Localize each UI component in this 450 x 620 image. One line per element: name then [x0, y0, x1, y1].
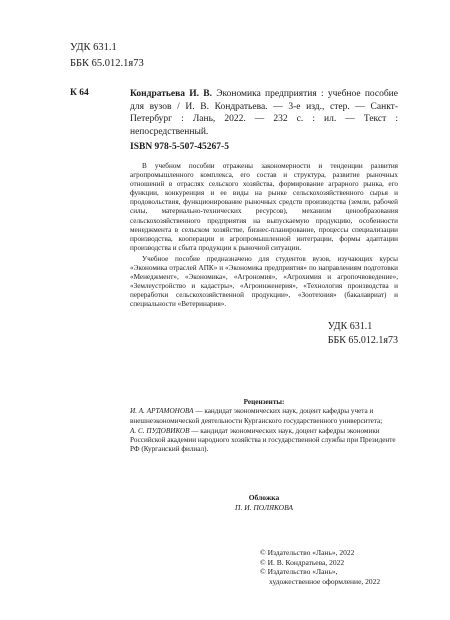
- reviewers-heading: Рецензенты:: [243, 398, 285, 406]
- copyright-line: © Издательство «Лань»,: [260, 567, 338, 576]
- udk-bbk-block: [70, 40, 144, 72]
- isbn: ISBN 978-5-507-45267-5: [130, 142, 229, 152]
- copyright-line: © И. В. Кондратьева, 2022: [260, 557, 345, 567]
- cover-label: Обложка: [248, 493, 280, 502]
- abstract: [130, 162, 398, 312]
- abstract-paragraph: Учебное пособие предназначено для студентов вузов, изучающих курсы «Экономика отраслей АПК» и «Экономика предприятия» по направлениям подготовки «Менеджмент», «Экономика», «Агрономия», «Агрохимия и агропочвоведение», «Землеустройство и кадастры», «Агроинженерия», «Технология производства и переработки сельскохозяйственной продукции», «Зоотехния» (бакалавриат) и специальности «Ветеринария».: [130, 254, 398, 309]
- udk-bbk-right-block: [328, 320, 398, 348]
- copyright-block: [260, 548, 410, 586]
- author-name: Кондратьева И. В.: [130, 89, 212, 99]
- reviewer-name: И. А. АРТАМОНОВА: [130, 407, 194, 416]
- reviewer-entry: [130, 407, 398, 426]
- bibliographic-text: Экономика предприятия : учебное пособие для вузов / И. В. Кондратьева. — 3-е изд., стер. — Санкт-Петербург : Лань, 2022. — 232 с. : ил. — Текст : непосредственный.: [130, 89, 398, 137]
- reviewers-block: [130, 398, 398, 456]
- reviewer-entry: [130, 427, 398, 455]
- bbk-code: ББК 65.012.1я73: [70, 58, 144, 69]
- reviewer-name: А. С. ПУДОВИКОВ: [130, 426, 190, 435]
- udk-code-right: УДК 631.1: [327, 321, 373, 332]
- copyright-line: художественное оформление, 2022: [269, 576, 381, 586]
- cover-credit: [130, 493, 398, 513]
- cover-designer: П. И. ПОЛЯКОВА: [235, 503, 293, 512]
- copyright-line: © Издательство «Лань», 2022: [260, 548, 355, 557]
- reviewer-description: — кандидат экономических наук, доцент кафедры учета и внешнеэкономической деятельности Курганского государственного университета;: [130, 407, 383, 425]
- bbk-code-right: ББК 65.012.1я73: [327, 335, 398, 346]
- bibliographic-record: [130, 88, 398, 138]
- abstract-paragraph: В учебном пособии отражены закономерности и тенденции развития агропромышленного комплекса, его состав и структура, развитие рыночных отношений в отраслях сельского хозяйства, формирование аграрного рынка, его функции, конкуренция и ее виды на рынке сельскохозяйственного сырья и продовольствия, функционирование рыночных средств производства (земли, рабочей силы, материально-технических ресурсов), механизм ценообразования сельскохозяйственного предприятия на выпускаемую продукцию, особенности менеджмента в сельском хозяйстве, бизнес-планирование, процессы специализации производства, кооперации и агропромышленной интеграции, формы адаптации производства и сбыта продукции к рыночной ситуации.: [130, 162, 398, 252]
- author-mark: К 64: [70, 88, 89, 98]
- udk-code: УДК 631.1: [70, 42, 117, 53]
- reviewer-description: — кандидат экономических наук, доцент кафедры экономики Российской академии народного хозяйства и государственной службы при Президенте РФ (Курганский филиал).: [130, 426, 396, 454]
